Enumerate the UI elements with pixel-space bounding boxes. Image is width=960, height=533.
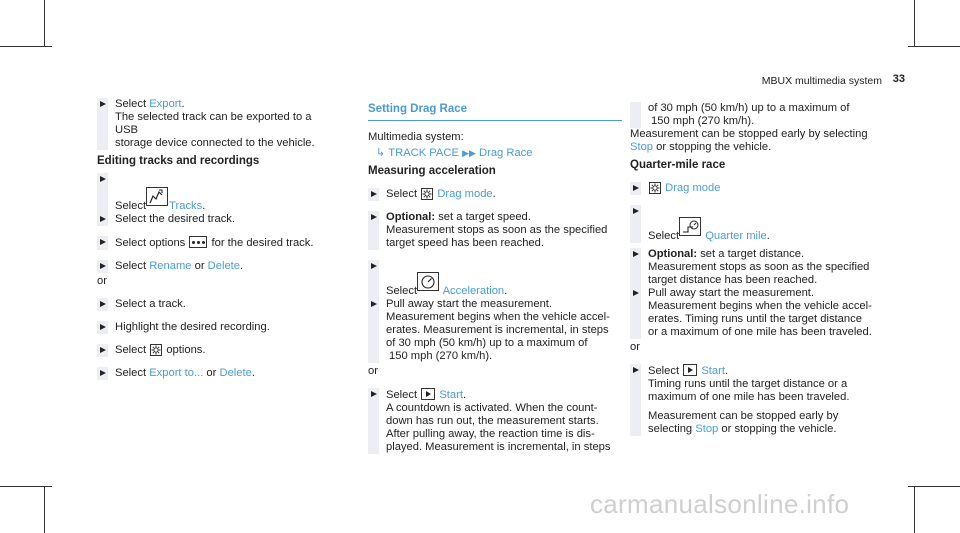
gear-icon: [649, 182, 661, 194]
text: After pulling away, the reaction time is dis-: [386, 428, 595, 440]
start-link[interactable]: Start: [439, 389, 463, 401]
step-arrow-icon: [100, 301, 106, 307]
text: .: [181, 98, 185, 110]
step-arrow-icon: [633, 290, 639, 296]
text: of 30 mph (50 km/h) up to a maximum of: [648, 102, 850, 114]
step-quarter-mile: [630, 205, 880, 243]
double-chevron-icon: ▶▶: [462, 148, 476, 158]
text: options.: [166, 344, 206, 356]
crop-mark-bl-h: [0, 486, 52, 487]
text: Timing runs until the target distance or a: [648, 378, 848, 390]
text: Select the desired track.: [115, 213, 236, 225]
step-arrow-icon: [100, 176, 106, 182]
text: Select: [386, 285, 418, 297]
text: Measurement begins when the vehicle accel-: [648, 300, 872, 312]
text: Pull away start the measurement.: [648, 287, 815, 299]
step-arrow-icon: [633, 185, 639, 191]
page-number: 33: [892, 73, 905, 85]
text: 150 mph (270 km/h).: [389, 350, 493, 362]
step-rename-delete: [97, 260, 329, 273]
text: .: [724, 365, 729, 377]
quarter-mile-link[interactable]: Quarter mile: [705, 230, 767, 242]
or-separator: or: [630, 341, 640, 353]
track-pace-link[interactable]: TRACK PACE: [388, 147, 459, 159]
step-arrow-icon: [100, 347, 106, 353]
step-select-tracks: [97, 173, 329, 213]
text: Highlight the desired recording.: [115, 321, 270, 333]
text: Select: [115, 344, 147, 356]
text: Optional:: [386, 211, 436, 223]
watermark: carmanualsonline.info: [590, 489, 850, 519]
text: Select: [386, 188, 418, 200]
step-select-track: [97, 213, 329, 226]
crop-mark-tr-v: [914, 0, 915, 47]
text: .: [462, 389, 467, 401]
text: A countdown is activated. When the count-: [386, 402, 598, 414]
text: .: [504, 285, 508, 297]
step-arrow-icon: [100, 216, 106, 222]
text: .: [492, 188, 496, 200]
step-arrow-icon: [633, 367, 639, 373]
text: target speed has been reached.: [386, 237, 544, 249]
step-arrow-icon: [371, 191, 377, 197]
note-paragraph: [630, 128, 880, 154]
step-arrow-icon: [100, 370, 106, 376]
options-dots-icon: [189, 236, 207, 248]
tracks-link[interactable]: Tracks: [169, 200, 203, 212]
step-arrow-icon: [371, 301, 377, 307]
or-separator: or: [368, 365, 378, 377]
text: target distance has been reached.: [648, 274, 818, 286]
step-bar: [368, 388, 379, 454]
column-1: [97, 98, 329, 380]
text: Select: [115, 98, 147, 110]
text: or: [194, 260, 205, 272]
step-arrow-icon: [371, 263, 377, 269]
running-header: MBUX multimedia system: [761, 75, 882, 87]
step-bar: [368, 298, 379, 363]
or-separator: or: [97, 275, 107, 287]
text: Select: [648, 230, 680, 242]
crop-mark-tl-h: [0, 46, 52, 47]
text: Measurement can be stopped early by: [648, 410, 839, 422]
quarter-mile-icon: [679, 217, 701, 236]
tracks-icon: [146, 187, 168, 206]
text: Select a track.: [115, 298, 186, 310]
section-title: Setting Drag Race: [368, 103, 622, 121]
text: Select: [115, 367, 147, 379]
text: or stopping the vehicle.: [721, 423, 837, 435]
step-select-options: [97, 344, 329, 357]
text: or stopping the vehicle.: [656, 141, 772, 153]
step-options: [97, 236, 329, 250]
text: Measurement begins when the vehicle accel-: [386, 311, 610, 323]
drag-mode-link-2[interactable]: Drag mode: [665, 182, 721, 194]
rename-link[interactable]: Rename: [149, 260, 192, 272]
text: Measurement stops as soon as the specified: [386, 224, 608, 236]
step-arrow-icon: [633, 251, 639, 257]
step-highlight: [97, 321, 329, 334]
step-drag-mode: [368, 188, 622, 201]
drag-mode-link[interactable]: Drag mode: [437, 188, 493, 200]
step-drag-mode-2: [630, 182, 880, 195]
text: Select: [115, 260, 147, 272]
step-continuation: [630, 102, 880, 128]
text: Measurement stops as soon as the specified: [648, 261, 870, 273]
play-icon: [683, 364, 697, 376]
text: played. Measurement is incremental, in steps: [386, 441, 611, 453]
drag-race-link[interactable]: Drag Race: [479, 147, 533, 159]
text: Pull away start the measurement.: [386, 298, 553, 310]
crop-mark-tr-h: [908, 46, 960, 47]
text: .: [766, 230, 770, 242]
text: .: [202, 200, 206, 212]
delete-link-2[interactable]: Delete: [219, 367, 252, 379]
text: Optional:: [648, 248, 698, 260]
step-start-2: [630, 364, 880, 436]
text: storage device connected to the vehicle.: [115, 137, 315, 149]
start-link-2[interactable]: Start: [701, 365, 725, 377]
step-export-delete: [97, 367, 329, 380]
text: 150 mph (270 km/h).: [651, 115, 755, 127]
step-pull-away-2: [630, 287, 880, 339]
text: The selected track can be exported to a USB: [115, 111, 312, 136]
text: erates. Timing runs until the target distance: [648, 313, 862, 325]
crop-mark-br-v: [914, 486, 915, 533]
step-arrow-icon: [633, 208, 639, 214]
return-arrow-icon: ↳: [376, 147, 386, 159]
step-export: [97, 98, 329, 150]
step-arrow-icon: [371, 214, 377, 220]
stop-link-2[interactable]: Stop: [695, 423, 719, 435]
acceleration-link[interactable]: Acceleration: [442, 285, 505, 297]
step-arrow-icon: [100, 101, 106, 107]
text: for the desired track.: [211, 237, 314, 249]
export-link[interactable]: Export: [149, 98, 182, 110]
step-arrow-icon: [100, 263, 106, 269]
play-icon: [421, 388, 435, 400]
speedometer-icon: [417, 272, 439, 291]
stop-link[interactable]: Stop: [630, 141, 654, 153]
step-pull-away: [368, 298, 622, 363]
heading-quarter-mile: Quarter-mile race: [630, 159, 726, 171]
text: .: [251, 367, 255, 379]
step-target-speed: [368, 211, 622, 250]
step-start: [368, 388, 622, 454]
crop-mark-tl-v: [44, 0, 45, 47]
heading-editing-tracks: Editing tracks and recordings: [97, 155, 260, 167]
text: or a maximum of one mile has been traveled.: [648, 326, 872, 338]
text: of 30 mph (50 km/h) up to a maximum of: [386, 337, 588, 349]
text: Multimedia system:: [368, 131, 464, 143]
text: or: [206, 367, 217, 379]
step-arrow-icon: [371, 391, 377, 397]
column-2: [368, 103, 622, 454]
step-select-a-track: [97, 298, 329, 311]
text: selecting: [648, 423, 693, 435]
text: down has run out, the measurement starts.: [386, 415, 599, 427]
heading-measuring-acceleration: Measuring acceleration: [368, 165, 496, 177]
step-arrow-icon: [100, 324, 106, 330]
step-arrow-icon: [100, 239, 106, 245]
crop-mark-br-h: [908, 486, 960, 487]
gear-icon: [150, 344, 162, 356]
text: .: [240, 260, 244, 272]
text: Select options: [115, 237, 186, 249]
delete-link[interactable]: Delete: [207, 260, 241, 272]
column-3: [630, 102, 880, 436]
text: Measurement can be stopped early by selecting: [630, 128, 868, 140]
text: erates. Measurement is incremental, in steps: [386, 324, 609, 336]
step-acceleration: [368, 260, 622, 298]
step-bar: [630, 102, 641, 128]
step-target-distance: [630, 248, 880, 287]
text: set a target speed.: [438, 211, 531, 223]
text: set a target distance.: [700, 248, 805, 260]
step-bar: [630, 364, 641, 436]
menu-path: [368, 147, 622, 160]
export-to-link[interactable]: Export to...: [149, 367, 204, 379]
text: Select: [115, 200, 147, 212]
text: Select: [386, 389, 418, 401]
gear-icon: [421, 188, 433, 200]
text: maximum of one mile has been traveled.: [648, 391, 850, 403]
crop-mark-bl-v: [44, 486, 45, 533]
text: Select: [648, 365, 680, 377]
